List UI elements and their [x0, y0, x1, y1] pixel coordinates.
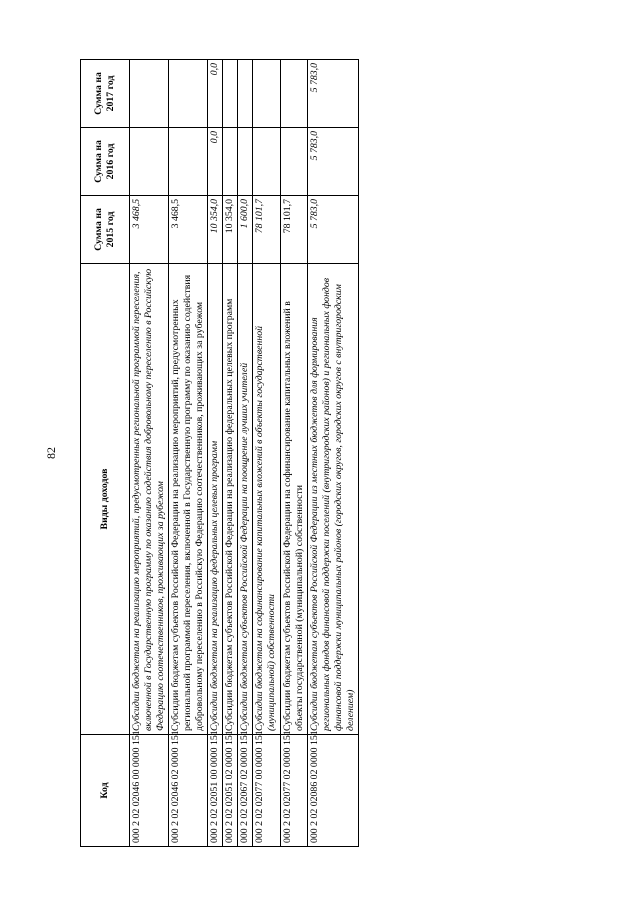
row-sum-2015: 10 354,0	[223, 196, 238, 264]
row-sum-2016	[169, 128, 208, 196]
header-sum-2017-line1: Сумма на	[92, 72, 104, 115]
row-kind: Субсидии бюджетам субъектов Российской Федерации на реализацию мероприятий, предусмотренных региональной программой переселения, включенной в Государственную программу по оказанию содействия добровольному переселению в Российскую Федерацию соотечественников, проживающих за рубежом	[169, 264, 208, 735]
row-code: 000 2 02 02086 02 0000 151	[307, 735, 358, 847]
table-row	[130, 60, 169, 847]
row-kind: Субсидии бюджетам на реализацию федеральных целевых программ	[208, 264, 223, 735]
row-sum-2016: 0,0	[208, 128, 223, 196]
row-sum-2015: 3 468,5	[169, 196, 208, 264]
header-code: Код	[81, 735, 130, 847]
row-sum-2015: 1 600,0	[238, 196, 253, 264]
header-sum-2016-line1: Сумма на	[92, 140, 104, 183]
row-sum-2017	[223, 60, 238, 128]
row-kind: Субсидии бюджетам субъектов Российской Федерации на реализацию федеральных целевых программ	[223, 264, 238, 735]
row-sum-2015: 3 468,5	[130, 196, 169, 264]
header-row	[81, 60, 130, 847]
row-sum-2015: 78 101,7	[253, 196, 280, 264]
table-row	[280, 60, 307, 847]
row-code: 000 2 02 02046 00 0000 151	[130, 735, 169, 847]
row-sum-2017	[169, 60, 208, 128]
header-sum-2015-line1: Сумма на	[92, 208, 104, 251]
row-kind: Субсидии бюджетам на софинансирование капитальных вложений в объекты государственной (муниципальной) собственности	[253, 264, 280, 735]
row-kind: Субсидии бюджетам субъектов Российской Федерации на поощрение лучших учителей	[238, 264, 253, 735]
row-sum-2017: 0,0	[208, 60, 223, 128]
table-row	[169, 60, 208, 847]
header-sum-2017	[81, 60, 130, 128]
row-sum-2016	[130, 128, 169, 196]
header-sum-2016-line2: 2016 год	[105, 143, 116, 180]
table-row	[253, 60, 280, 847]
table-row	[307, 60, 358, 847]
row-sum-2017	[238, 60, 253, 128]
row-sum-2017	[130, 60, 169, 128]
row-code: 000 2 02 02051 00 0000 151	[208, 735, 223, 847]
header-sum-2015	[81, 196, 130, 264]
row-code: 000 2 02 02051 02 0000 151	[223, 735, 238, 847]
row-sum-2017	[253, 60, 280, 128]
table-row	[208, 60, 223, 847]
row-sum-2016	[238, 128, 253, 196]
row-sum-2016	[280, 128, 307, 196]
row-kind: Субсидии бюджетам субъектов Российской Федерации на софинансирование капитальных вложений в объекты государственной (муниципальной) собственности	[280, 264, 307, 735]
row-sum-2015: 78 101,7	[280, 196, 307, 264]
row-code: 000 2 02 02067 02 0000 151	[238, 735, 253, 847]
table-row	[238, 60, 253, 847]
row-sum-2016	[223, 128, 238, 196]
row-sum-2015: 10 354,0	[208, 196, 223, 264]
header-kind: Виды доходов	[81, 264, 130, 735]
row-code: 000 2 02 02077 02 0000 151	[280, 735, 307, 847]
row-kind: Субсидии бюджетам субъектов Российской Федерации из местных бюджетов для формирования региональных фондов финансовой поддержки поселений (внутригородских районов) и региональных фондов финансовой поддержки муниципальных районов (городских округов, городских округов с внутригородским делением)	[307, 264, 358, 735]
row-sum-2017: 5 783,0	[307, 60, 358, 128]
header-sum-2016	[81, 128, 130, 196]
header-sum-2015-line2: 2015 год	[105, 211, 116, 248]
row-code: 000 2 02 02046 02 0000 151	[169, 735, 208, 847]
header-sum-2017-line2: 2017 год	[105, 75, 116, 112]
table-frame	[80, 60, 546, 847]
row-sum-2017	[280, 60, 307, 128]
row-code: 000 2 02 02077 00 0000 151	[253, 735, 280, 847]
row-kind: Субсидии бюджетам на реализацию мероприятий, предусмотренных региональной программой переселения, включенной в Государственную программу по оказанию содействия добровольному переселению в Российскую Федерацию соотечественников, проживающих за рубежом	[130, 264, 169, 735]
row-sum-2015: 5 783,0	[307, 196, 358, 264]
rotated-table-container	[80, 60, 546, 847]
income-table	[80, 59, 359, 847]
table-row	[223, 60, 238, 847]
row-sum-2016: 5 783,0	[307, 128, 358, 196]
page-number: 82	[44, 447, 58, 459]
row-sum-2016	[253, 128, 280, 196]
